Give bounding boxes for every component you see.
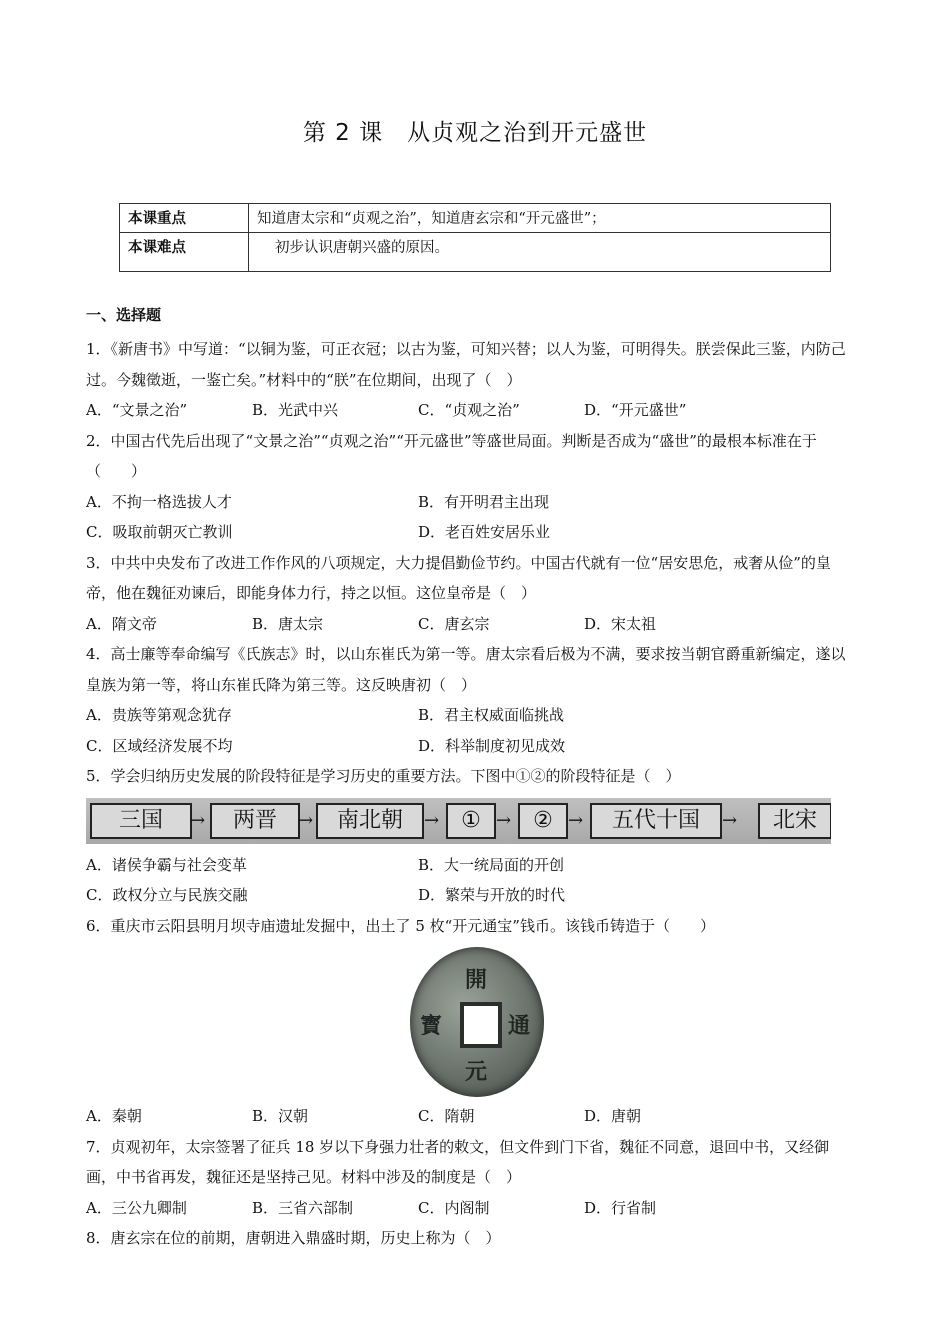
option-b[interactable]: B．唐太宗	[252, 614, 324, 633]
coin-char: 寳	[420, 1013, 443, 1039]
lesson-title: 第 2 课 从贞观之治到开元盛世	[302, 120, 648, 146]
coin-char: 元	[465, 1059, 488, 1085]
question-5: 5．学会归纳历史发展的阶段特征是学习历史的重要方法。下图中①②的阶段特征是（ ）	[86, 767, 681, 785]
kaiyuan-coin-image	[410, 947, 544, 1097]
option-b[interactable]: B．光武中兴	[252, 401, 339, 419]
option-c[interactable]: C．吸取前朝灭亡教训	[86, 523, 233, 541]
options-row	[86, 850, 856, 881]
option-a[interactable]: A．三公九卿制	[86, 1198, 187, 1217]
options-row	[86, 1101, 856, 1132]
key-points-table	[119, 203, 831, 272]
dynasty-flow-image	[86, 798, 831, 844]
arrow-icon: →	[568, 809, 584, 831]
option-d[interactable]: D．老百姓安居乐业	[418, 523, 551, 541]
option-a[interactable]: A．“文景之治”	[86, 401, 188, 419]
arrow-icon: →	[190, 809, 206, 831]
flow-box: 南北朝	[316, 803, 424, 839]
difficulty-label: 本课难点	[120, 233, 249, 272]
option-b[interactable]: B．汉朝	[252, 1107, 309, 1125]
option-d[interactable]: D．繁荣与开放的时代	[418, 886, 566, 904]
difficulty-cell	[249, 233, 831, 272]
flow-box: 北宋	[758, 803, 831, 839]
question-8: 8．唐玄宗在位的前期，唐朝进入鼎盛时期，历史上称为（ ）	[86, 1229, 501, 1247]
option-a[interactable]: A．诸侯争霸与社会变革	[86, 855, 247, 874]
option-d[interactable]: D．“开元盛世”	[584, 401, 687, 419]
option-d[interactable]: D．科举制度初见成效	[418, 736, 566, 755]
question-1: 1．《新唐书》中写道：“以铜为鉴，可正衣冠；以古为鉴，可知兴替；以人为鉴，可明得失。朕尝保此三鉴，内防己过。今魏徵逝，一鉴亡矣。”材料中的“朕”在位期间，出现了（ ）	[86, 340, 846, 389]
option-b[interactable]: B．三省六部制	[252, 1198, 354, 1217]
options-row	[86, 1193, 856, 1224]
arrow-icon: →	[722, 809, 738, 831]
option-a[interactable]: A．不拘一格选拔人才	[86, 492, 232, 511]
flow-box: 五代十国	[590, 803, 722, 839]
options-row	[86, 731, 856, 762]
option-a[interactable]: A．隋文帝	[86, 614, 157, 633]
options-row	[86, 395, 856, 426]
coin-char: 通	[508, 1013, 531, 1039]
option-a[interactable]: A．秦朝	[86, 1107, 142, 1125]
options-row	[86, 517, 856, 548]
option-b[interactable]: B．有开明君主出现	[418, 492, 550, 511]
options-row	[86, 609, 856, 640]
question-4: 4．高士廉等奉命编写《氏族志》时，以山东崔氏为第一等。唐太宗看后极为不满，要求按当朝官爵重新编定，遂以皇族为第一等，将山东崔氏降为第三等。这反映唐初（ ）	[86, 645, 846, 694]
question-3: 3．中共中央发布了改进工作作风的八项规定，大力提倡勤俭节约。中国古代就有一位“居安思危，戒奢从俭”的皇帝，他在魏征劝谏后，即能身体力行，持之以恒。这位皇帝是（ ）	[86, 553, 831, 602]
option-c[interactable]: C．唐玄宗	[418, 614, 490, 633]
arrow-icon: →	[496, 809, 512, 831]
focus-text: 知道唐太宗和“贞观之治”，知道唐玄宗和“开元盛世”；	[249, 204, 831, 233]
option-b[interactable]: B．大一统局面的开创	[418, 855, 565, 874]
section-title: 一、选择题	[86, 306, 162, 324]
flow-box: 三国	[90, 803, 192, 839]
flow-box: ①	[446, 803, 496, 839]
options-row	[86, 487, 856, 518]
flow-box: ②	[518, 803, 568, 839]
option-b[interactable]: B．君主权威面临挑战	[418, 706, 565, 724]
options-row	[86, 700, 856, 731]
arrow-icon: →	[298, 809, 314, 831]
question-2: 2．中国古代先后出现了“文景之治”“贞观之治”“开元盛世”等盛世局面。判断是否成为“盛世”的最根本标准在于（ ）	[86, 431, 817, 480]
option-c[interactable]: C．隋朝	[418, 1107, 475, 1125]
option-d[interactable]: D．行省制	[584, 1198, 657, 1217]
option-c[interactable]: C．区域经济发展不均	[86, 736, 233, 755]
question-7: 7．贞观初年，太宗签署了征兵 18 岁以下身强力壮者的敕文，但文件到门下省，魏征不同意，退回中书，又经御画，中书省再发，魏征还是坚持己见。材料中涉及的制度是（ ）	[86, 1137, 830, 1186]
table-row	[120, 233, 831, 272]
table-row	[120, 204, 831, 233]
coin-image-area	[86, 941, 856, 1101]
question-6: 6．重庆市云阳县明月坝寺庙遗址发掘中，出土了 5 枚“开元通宝”钱币。该钱币铸造于（ ）	[86, 916, 715, 935]
flow-box: 两晋	[210, 803, 300, 839]
option-a[interactable]: A．贵族等第观念犹存	[86, 706, 232, 724]
option-d[interactable]: D．宋太祖	[584, 614, 657, 633]
option-c[interactable]: C．“贞观之治”	[418, 401, 520, 419]
option-d[interactable]: D．唐朝	[584, 1107, 642, 1125]
option-c[interactable]: C．政权分立与民族交融	[86, 886, 248, 904]
focus-label: 本课重点	[120, 204, 249, 233]
arrow-icon: →	[424, 809, 440, 831]
option-c[interactable]: C．内阁制	[418, 1198, 490, 1217]
difficulty-text: 初步认识唐朝兴盛的原因。	[275, 240, 449, 256]
coin-char: 開	[465, 967, 488, 993]
questions-area	[86, 304, 856, 1254]
coin-hole	[460, 1002, 502, 1048]
options-row	[86, 880, 856, 911]
